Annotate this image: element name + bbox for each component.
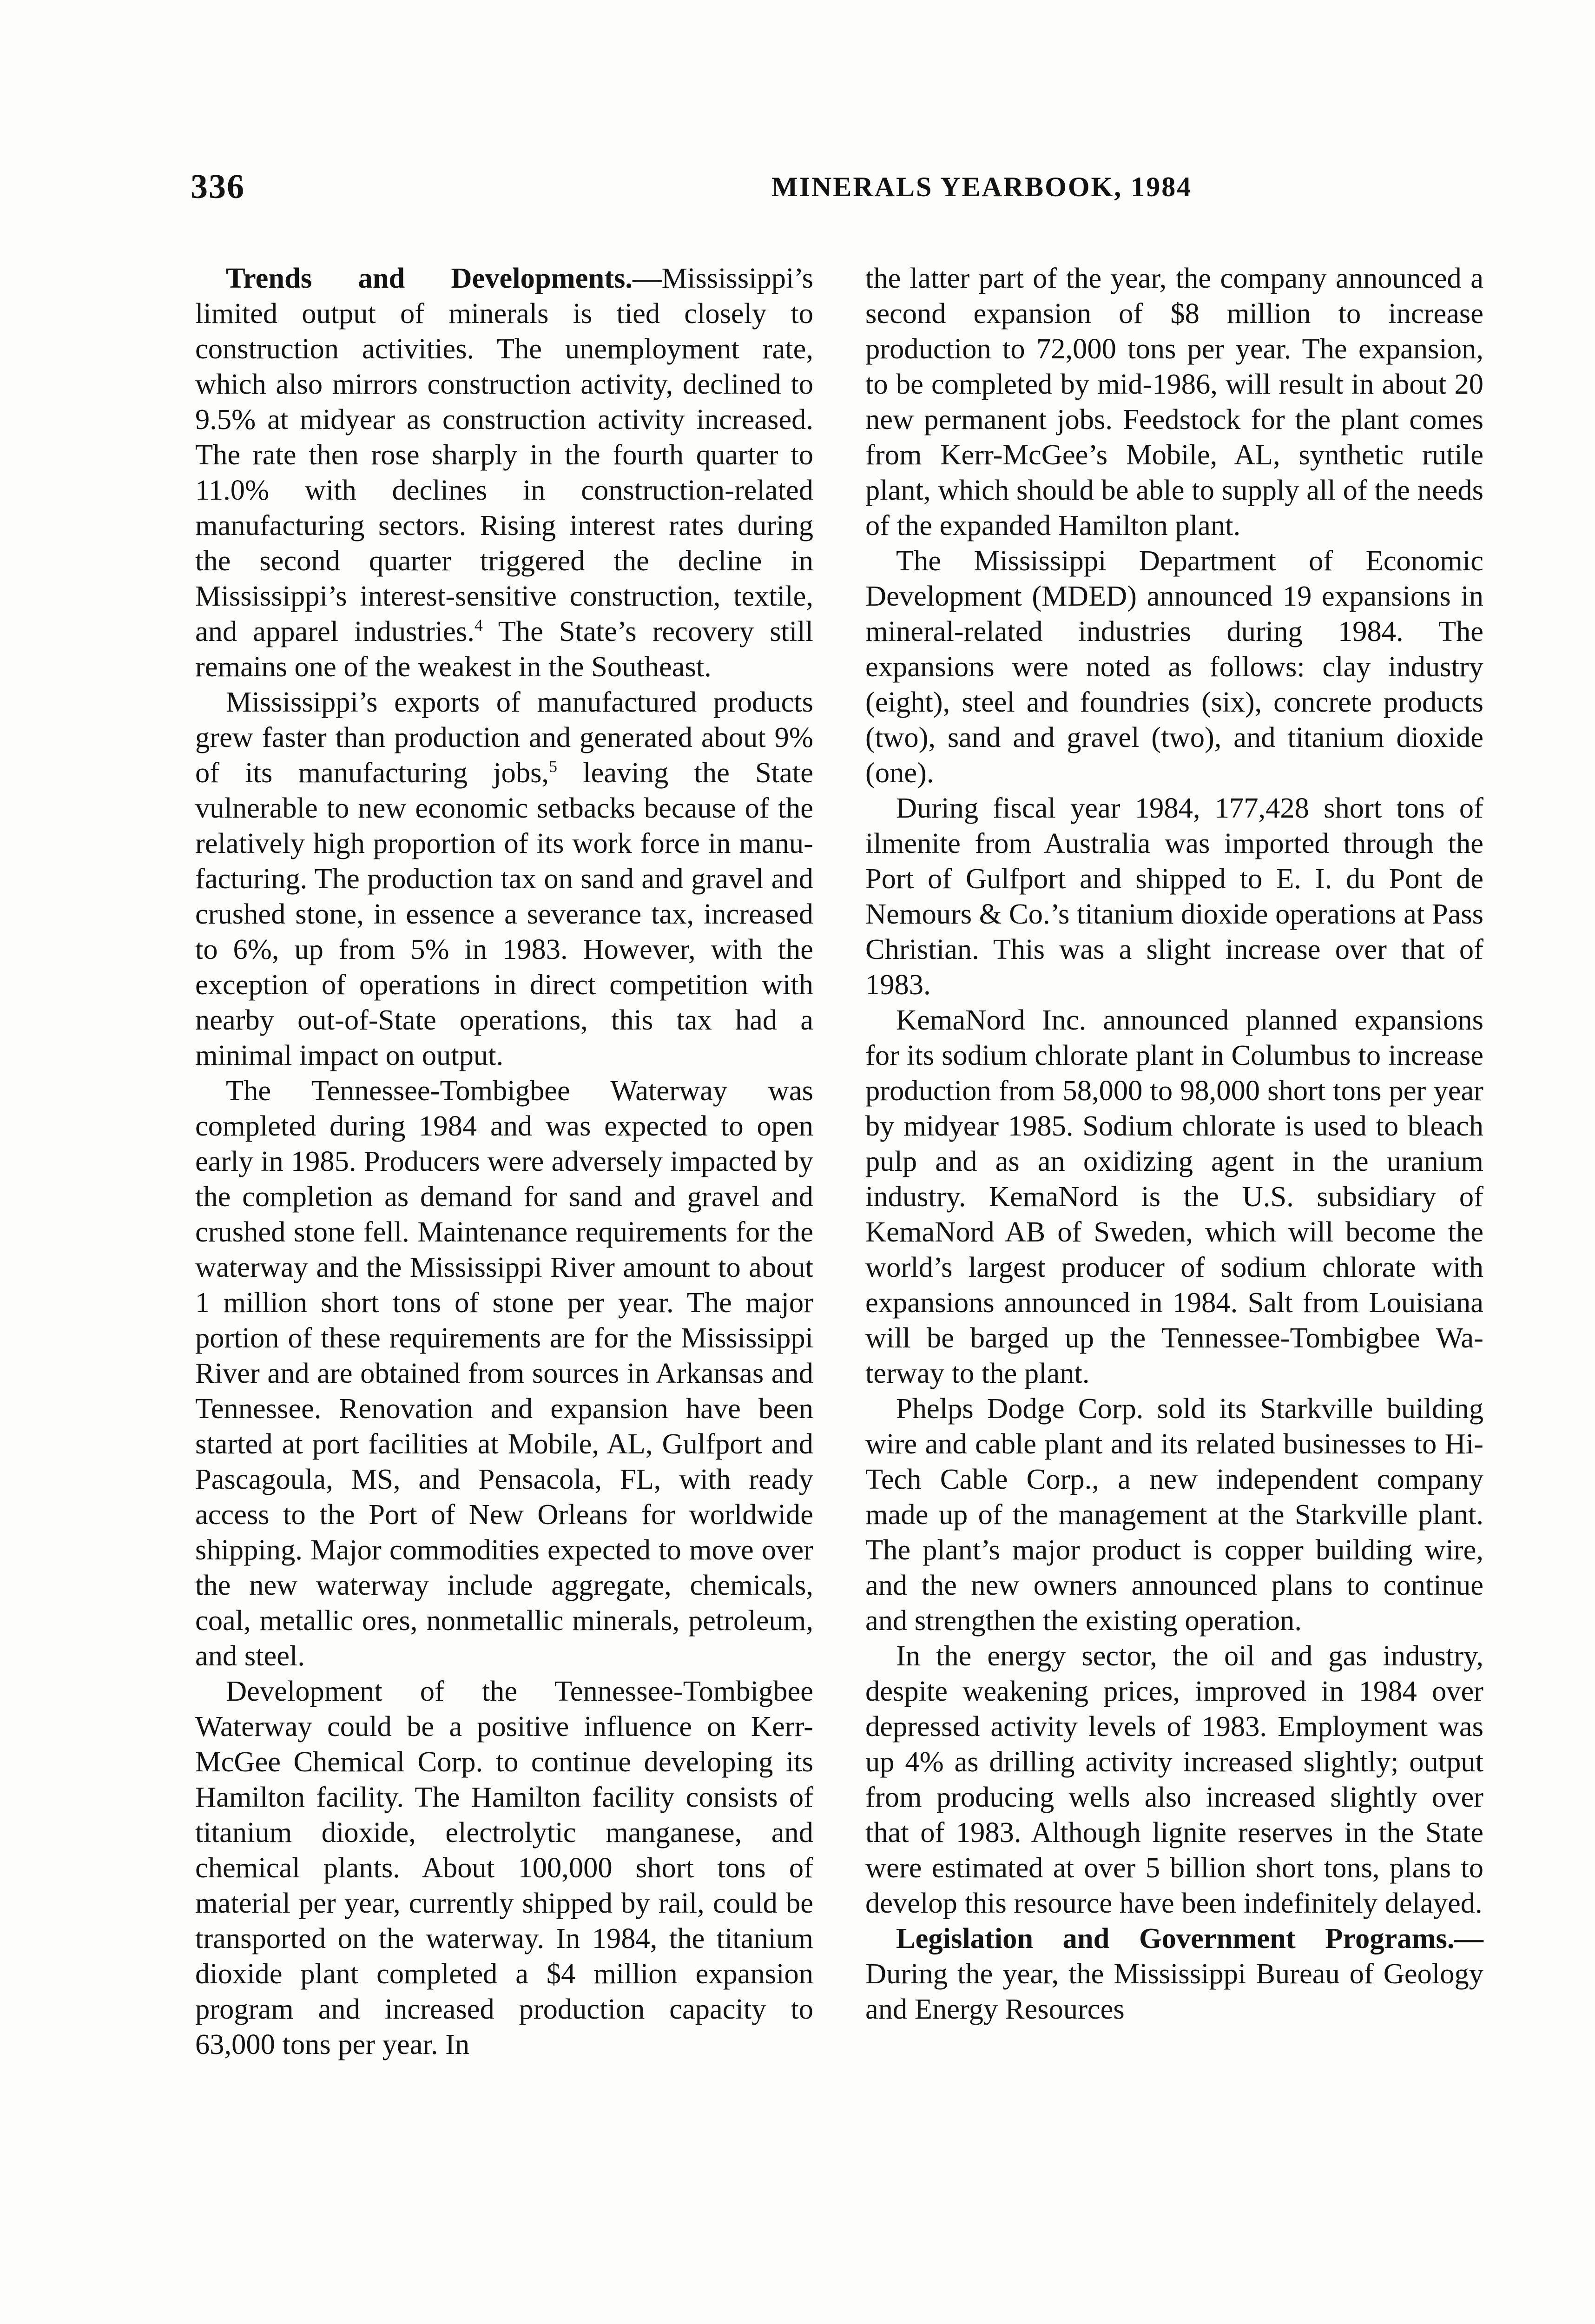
paragraph-waterway: The Tennessee-Tombigbee Waterway was completed during 1984 and was expected to open early in 1985. Producers were adversely impacted by the completion as demand for sand and gravel and crushed stone fell. Maintenance requirements for the waterway and the Mississippi River amount to about 1 million short tons of stone per year. The major portion of these requirements are for the Mississippi River and are obtained from sources in Arkansas and Tennessee. Renovation and expansion have been started at port facilities at Mobile, AL, Gulfport and Pascagoula, MS, and Pensacola, FL, with ready access to the Port of New Orleans for worldwide shipping. Major commodities expected to move over the new waterway include aggregate, chemicals, coal, metallic ores, nonmetallic minerals, petroleum, and steel. (195, 1074, 813, 1672)
section-heading-legislation: Legislation and Government Programs.— (896, 1922, 1483, 1954)
paragraph-energy: In the energy sector, the oil and gas industry, despite weakening prices, improved in 1984 over depressed activity levels of 1983. Employment was up 4% as drilling activity increased slightly; output from producing wells also increased slightly over that of 1983. Although lignite reserves in the State were estimated at over 5 billion short tons, plans to develop this resource have been indefinitely delayed. (865, 1639, 1483, 1919)
running-head (191, 167, 1524, 214)
paragraph-phelps-dodge: Phelps Dodge Corp. sold its Starkville building wire and cable plant and its related businesses to Hi-Tech Cable Corp., a new independent company made up of the management at the Starkville plant. The plant’s major product is copper building wire, and the new owners announced plans to continue and strengthen the existing operation. (865, 1392, 1483, 1637)
paragraph-kemanord: KemaNord Inc. announced planned expansions for its sodium chlorate plant in Columbus to increase production from 58,000 to 98,000 short tons per year by midyear 1985. Sodium chlorate is used to bleach pulp and as an oxidizing agent in the uranium industry. KemaNord is the U.S. subsidiary of KemaNord AB of Sweden, which will become the world’s largest producer of sodium chlorate with expansions announced in 1984. Salt from Louisiana will be barged up the Tennessee-Tombigbee Waterway to the plant. (865, 1004, 1483, 1389)
paragraph-continued: the latter part of the year, the company announced a second expansion of $8 million to increase production to 72,000 tons per year. The expansion, to be completed by mid-1986, will result in about 20 new permanent jobs. Feedstock for the plant comes from Kerr-McGee’s Mobile, AL, synthetic rutile plant, which should be able to supply all of the needs of the expanded Hamilton plant. (865, 262, 1483, 541)
paragraph-trends (195, 260, 813, 684)
paragraph-text: leaving the State vulnerable to new economic setbacks because of the relatively high proportion of its work force in manufacturing. The production tax on sand and gravel and crushed stone, in essence a severance tax, increased to 6%, up from 5% in 1983. However, with the exception of operations in direct competition with nearby out-of-State operations, this tax had a minimal impact on output. (195, 756, 813, 1071)
paragraph-text: Mississippi’s exports of manufactured products grew faster than production and generated about 9% of its manufacturing jobs, (195, 686, 813, 789)
paragraph-legislation (865, 1921, 1483, 2027)
footnote-ref: 4 (474, 616, 483, 635)
section-heading-trends: Trends and Developments.— (226, 262, 662, 294)
paragraph-exports (195, 684, 813, 1073)
paragraph-mded: The Mississippi Department of Economic Development (MDED) announced 19 expansions in mineral-related industries during 1984. The expansions were noted as follows: clay industry (eight), steel and foundries (six), concrete products (two), sand and gravel (two), and titanium dioxide (one). (865, 544, 1483, 789)
left-column (195, 260, 813, 2062)
paragraph-text: The State’s recovery still remains one of the weakest in the Southeast. (195, 615, 813, 683)
page-number: 336 (191, 168, 245, 206)
paragraph-kerr-mcgee: Development of the Tennessee-Tombigbee Waterway could be a positive influence on Kerr-McGee Chemical Corp. to continue developing its Hamilton facility. The Hamilton facility consists of titanium dioxide, electrolytic manganese, and chemical plants. About 100,000 short tons of material per year, currently shipped by rail, could be transported on the waterway. In 1984, the titanium dioxide plant completed a $4 million expansion program and increased production capacity to 63,000 tons per year. In (195, 1675, 813, 2060)
paragraph-text: Mississippi’s limited output of minerals is tied closely to construction activities. The unemployment rate, which also mirrors construction activity, declined to 9.5% at midyear as construction activity increased. The rate then rose sharply in the fourth quarter to 11.0% with declines in construction-related manufacturing sectors. Rising interest rates during the second quarter triggered the decline in Mississippi’s interest-sensitive construction, textile, and apparel industries. (195, 262, 813, 647)
footnote-ref: 5 (549, 757, 558, 776)
running-title: MINERALS YEARBOOK, 1984 (771, 172, 1193, 202)
paragraph-ilmenite: During fiscal year 1984, 177,428 short tons of ilmenite from Australia was imported through the Port of Gulfport and shipped to E. I. du Pont de Nemours & Co.’s titanium dioxide operations at Pass Christian. This was a slight increase over that of 1983. (865, 792, 1483, 1001)
paragraph-text: During the year, the Mississippi Bureau of Geology and Energy Resources (865, 1957, 1483, 2025)
right-column (865, 260, 1483, 2027)
